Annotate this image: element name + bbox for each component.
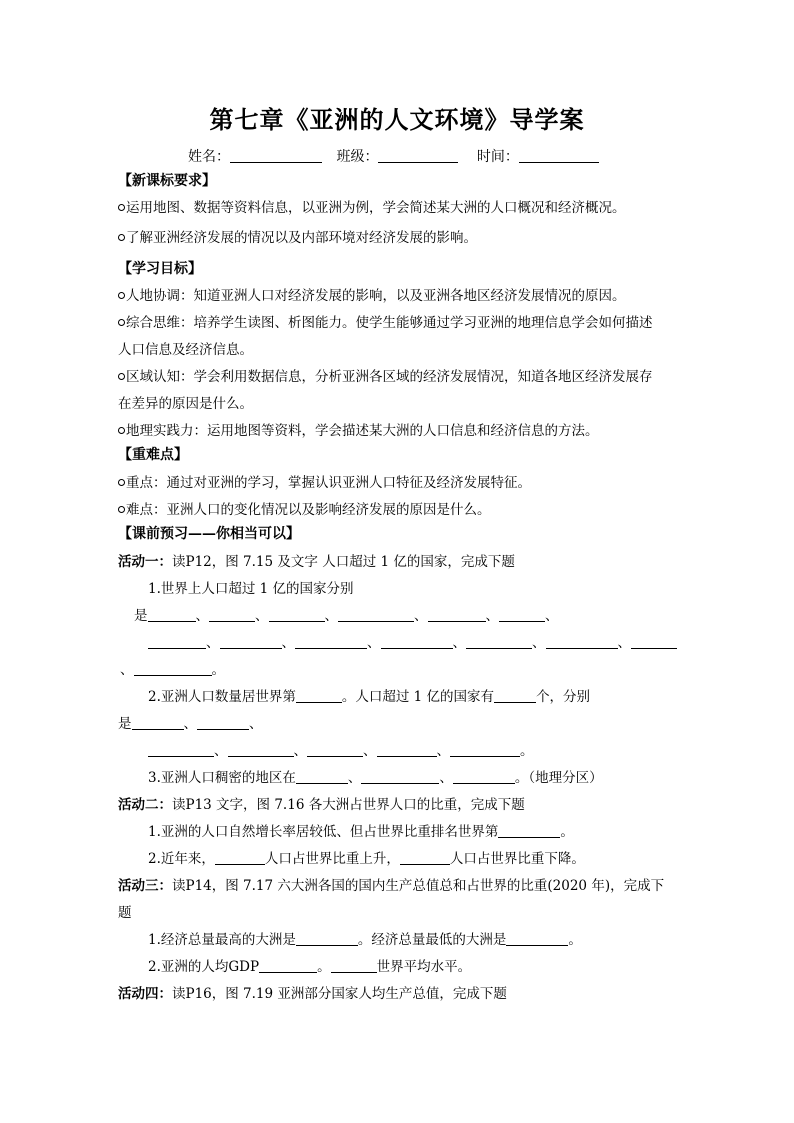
activity-1-question-2-blanks-row-2: 、 、 、 、 。 [148, 741, 534, 761]
answer-blank[interactable] [546, 634, 618, 649]
answer-blank[interactable] [259, 958, 317, 973]
activity-1-question-3: 3.亚洲人口稠密的地区在 、 、 。（地理分区） [148, 770, 603, 786]
answer-blank[interactable] [209, 607, 255, 622]
answer-blank[interactable] [296, 931, 358, 946]
answer-blank[interactable] [197, 715, 249, 730]
activity-1-blanks-row-1: 是 、 、 、 、 、 、 [134, 608, 559, 624]
answer-blank[interactable] [148, 634, 206, 649]
answer-blank[interactable] [296, 688, 342, 703]
answer-blank[interactable] [381, 634, 453, 649]
answer-blank[interactable] [450, 742, 520, 757]
key-point-item: 重点：通过对亚洲的学习，掌握认识亚洲人口特征及经济发展特征。 [118, 473, 531, 493]
answer-blank[interactable] [132, 715, 184, 730]
answer-blank[interactable] [498, 823, 560, 838]
requirements-heading: 【新课标要求】 [118, 173, 216, 189]
answer-blank[interactable] [428, 607, 486, 622]
student-info-line [188, 146, 599, 166]
activity-2-question-1: 1.亚洲的人口自然增长率居较低、但占世界比重排名世界第 。 [148, 824, 574, 840]
goal-item: 综合思维：培养学生读图、析图能力。使学生能够通过学习亚洲的地理信息学会如何描述 [118, 313, 653, 333]
bullet-icon [118, 292, 125, 299]
goal-item-continued: 人口信息及经济信息。 [118, 342, 253, 358]
answer-blank[interactable] [148, 742, 214, 757]
bullet-icon [118, 479, 125, 486]
activity-1-question-1: 1.世界上人口超过 1 亿的国家分别 [148, 581, 354, 597]
activity-3: 活动三：读P14，图 7.17 六大洲各国的国内生产总值总和占世界的比重(2020 年)，完成下 [118, 878, 665, 894]
answer-blank[interactable] [269, 607, 325, 622]
page-title: 第七章《亚洲的人文环境》导学案 [209, 105, 585, 134]
answer-blank[interactable] [331, 958, 377, 973]
bullet-icon [118, 427, 125, 434]
activity-2: 活动二：读P13 文字，图 7.16 各大洲占世界人口的比重，完成下题 [118, 797, 525, 813]
activity-3-continued: 题 [118, 905, 132, 921]
activity-1-blanks-row-3: 、 。 [120, 662, 225, 678]
key-points-heading: 【重难点】 [118, 447, 188, 463]
name-label: 姓名： [188, 149, 230, 165]
answer-blank[interactable] [134, 661, 212, 676]
goals-heading: 【学习目标】 [118, 261, 202, 277]
key-point-item: 难点：亚洲人口的变化情况以及影响经济发展的原因是什么。 [118, 500, 491, 520]
bullet-icon [118, 373, 125, 380]
answer-blank[interactable] [148, 607, 196, 622]
activity-2-question-2: 2.近年来， 人口占世界比重上升， 人口占世界比重下降。 [148, 851, 585, 867]
goal-item: 地理实践力：运用地图等资料，学会描述某大洲的人口信息和经济信息的方法。 [118, 421, 599, 441]
goal-item: 人地协调：知道亚洲人口对经济发展的影响，以及亚洲各地区经济发展情况的原因。 [118, 286, 626, 306]
activity-1-blanks-row-2: 、 、 、 、 、 、 [148, 633, 677, 653]
requirement-item: 运用地图、数据等资料信息，以亚洲为例，学会简述某大洲的人口概况和经济概况。 [118, 198, 626, 218]
answer-blank[interactable] [296, 769, 348, 784]
time-label: 时间： [476, 149, 519, 165]
answer-blank[interactable] [506, 931, 568, 946]
answer-blank[interactable] [466, 634, 532, 649]
name-blank[interactable] [230, 148, 322, 163]
activity-4: 活动四：读P16，图 7.19 亚洲部分国家人均生产总值，完成下题 [118, 986, 507, 1002]
preview-heading: 【课前预习——你相当可以】 [118, 526, 300, 542]
bullet-icon [118, 506, 125, 513]
goal-item-continued: 在差异的原因是什么。 [118, 396, 253, 412]
activity-1-question-2-blanks: 是 、 、 [118, 716, 263, 732]
requirement-item: 了解亚洲经济发展的情况以及内部环境对经济发展的影响。 [118, 228, 477, 248]
bullet-icon [118, 204, 125, 211]
class-blank[interactable] [378, 148, 458, 163]
time-blank[interactable] [519, 148, 599, 163]
activity-3-question-2: 2.亚洲的人均GDP 。 世界平均水平。 [148, 959, 472, 975]
answer-blank[interactable] [295, 634, 367, 649]
answer-blank[interactable] [307, 742, 363, 757]
answer-blank[interactable] [228, 742, 294, 757]
activity-1-question-2: 2.亚洲人口数量居世界第 。人口超过 1 亿的国家有 个，分别 [148, 689, 591, 705]
goal-item: 区域认知：学会利用数据信息，分析亚洲各区域的经济发展情况，知道各地区经济发展存 [118, 367, 653, 387]
activity-3-question-1: 1.经济总量最高的大洲是 。经济总量最低的大洲是 。 [148, 932, 582, 948]
answer-blank[interactable] [499, 607, 545, 622]
answer-blank[interactable] [400, 850, 450, 865]
answer-blank[interactable] [631, 634, 677, 649]
answer-blank[interactable] [361, 769, 439, 784]
answer-blank[interactable] [494, 688, 536, 703]
answer-blank[interactable] [377, 742, 437, 757]
answer-blank[interactable] [453, 769, 515, 784]
activity-1: 活动一：读P12，图 7.15 及文字 人口超过 1 亿的国家，完成下题 [118, 554, 515, 570]
answer-blank[interactable] [338, 607, 414, 622]
bullet-icon [118, 319, 125, 326]
answer-blank[interactable] [220, 634, 282, 649]
bullet-icon [118, 234, 125, 241]
class-label: 班级： [336, 149, 379, 165]
answer-blank[interactable] [215, 850, 265, 865]
